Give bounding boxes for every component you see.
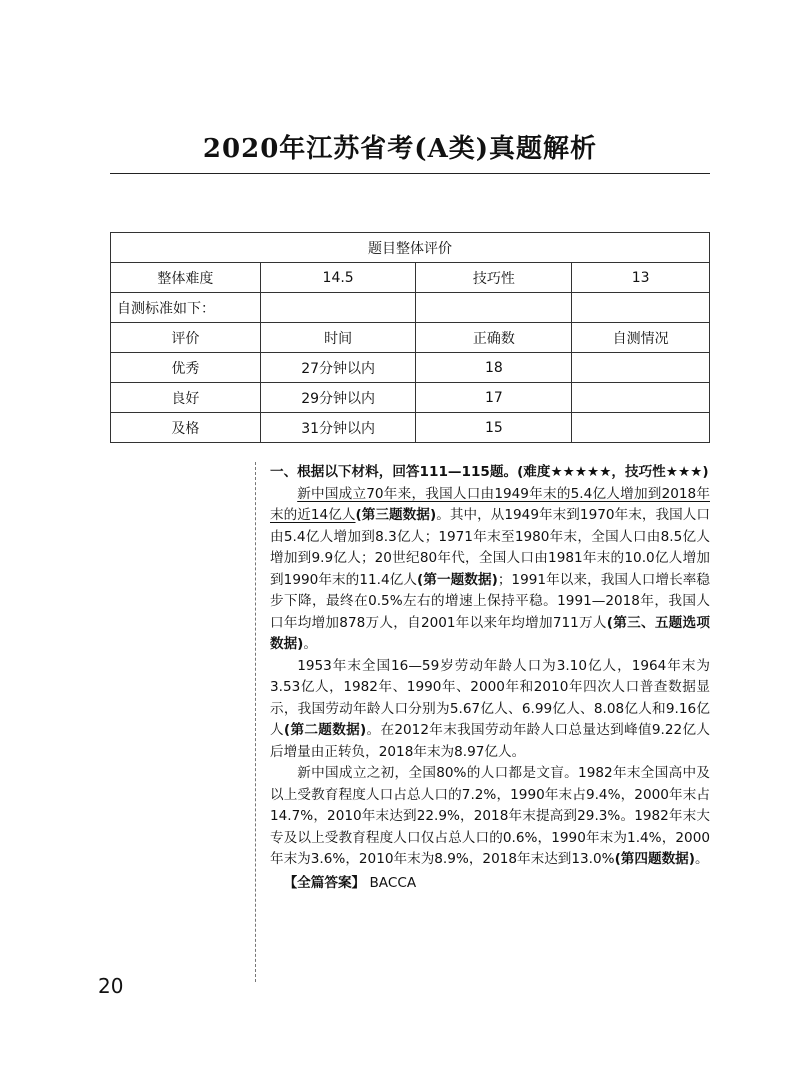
paragraph-3 [270, 763, 710, 871]
margin-dashed-line [255, 462, 256, 982]
data-note: (第三、五题选项数据) [270, 614, 710, 652]
evaluation-table [110, 232, 710, 443]
column-header: 自测情况 [572, 323, 710, 353]
answer-line [270, 873, 710, 895]
answer-label: 【全篇答案】 [283, 874, 366, 891]
table-row [111, 413, 710, 443]
grade-cell: 良好 [111, 383, 261, 413]
table-caption-row [111, 233, 710, 263]
difficulty-label: 整体难度 [111, 263, 261, 293]
text-span: 。其中，从1949年末到1970年末，我国人口由5.4亿人增加到8.3亿人；1971年末至1980年末，全国人口由8.5亿人增加到9.9亿人；20世纪80年代，全国人口由1981年末的10.0亿人增加到1990年末的11.4亿人 [270, 507, 710, 588]
table-caption: 题目整体评价 [111, 233, 710, 263]
text-span: 新中国成立70年来，我国人口由1949年末的5.4亿人增加到2018年末的近14亿人 [270, 485, 710, 523]
data-note: (第一题数据) [417, 571, 498, 588]
column-header: 时间 [260, 323, 416, 353]
table-row [111, 353, 710, 383]
difficulty-value: 14.5 [260, 263, 416, 293]
time-cell: 27分钟以内 [260, 353, 416, 383]
empty-cell [572, 293, 710, 323]
text-span: 。 [694, 851, 709, 867]
self-test-cell [572, 413, 710, 443]
passage [270, 462, 710, 894]
text-span: 。 [303, 636, 317, 652]
text-span: ；1991年以来，我国人口增长率稳步下降，最终在0.5%左右的增速上保持平稳。1991—2018年，我国人口年均增加878万人，自2001年以来年均增加711万人 [270, 571, 710, 631]
answer-value: BACCA [369, 874, 417, 891]
self-test-cell [572, 353, 710, 383]
correct-cell: 18 [416, 353, 572, 383]
self-test-row [111, 293, 710, 323]
data-note: (第二题数据) [283, 722, 367, 738]
section-heading: 一、根据以下材料，回答111—115题。(难度★★★★★，技巧性★★★) [270, 464, 709, 480]
text-span: 新中国成立之初，全国80%的人口都是文盲。1982年末全国高中及以上受教育程度人口占总人口的7.2%，1990年末占9.4%，2000年末占14.7%，2010年末达到22.9%，2018年末提高到29.3%。1982年末大专及以上受教育程度人口仅占总人口的0.6%，1990年末为1.4%，2000年末为3.6%，2010年末为8.9%，2018年末达到13.0% [270, 765, 710, 867]
empty-cell [416, 293, 572, 323]
title-divider [110, 173, 710, 174]
text-span: 1953年末全国16—59岁劳动年龄人口为3.10亿人，1964年末为3.53亿人，1982年、1990年、2000年和2010年四次人口普查数据显示，我国劳动年龄人口分别为5.67亿人、6.99亿人、8.08亿人和9.16亿人 [270, 657, 710, 738]
difficulty-row [111, 263, 710, 293]
grade-cell: 及格 [111, 413, 261, 443]
column-header: 正确数 [416, 323, 572, 353]
data-note: (第四题数据) [614, 851, 695, 867]
time-cell: 29分钟以内 [260, 383, 416, 413]
self-test-label: 自测标准如下： [111, 293, 261, 323]
text-span: 。在2012年末我国劳动年龄人口总量达到峰值9.22亿人后增量由正转负，2018年末为8.97亿人。 [270, 722, 710, 760]
paragraph-1 [270, 484, 710, 656]
correct-cell: 17 [416, 383, 572, 413]
column-header: 评价 [111, 323, 261, 353]
table-header-row [111, 323, 710, 353]
table-row [111, 383, 710, 413]
page-title: 2020年江苏省考(A类)真题解析 [202, 134, 598, 164]
page-number: 20 [98, 974, 124, 998]
correct-cell: 15 [416, 413, 572, 443]
skill-value: 13 [572, 263, 710, 293]
grade-cell: 优秀 [111, 353, 261, 383]
self-test-cell [572, 383, 710, 413]
paragraph-2 [270, 656, 710, 764]
skill-label: 技巧性 [416, 263, 572, 293]
empty-cell [260, 293, 416, 323]
data-note: (第三题数据) [355, 507, 437, 523]
time-cell: 31分钟以内 [260, 413, 416, 443]
